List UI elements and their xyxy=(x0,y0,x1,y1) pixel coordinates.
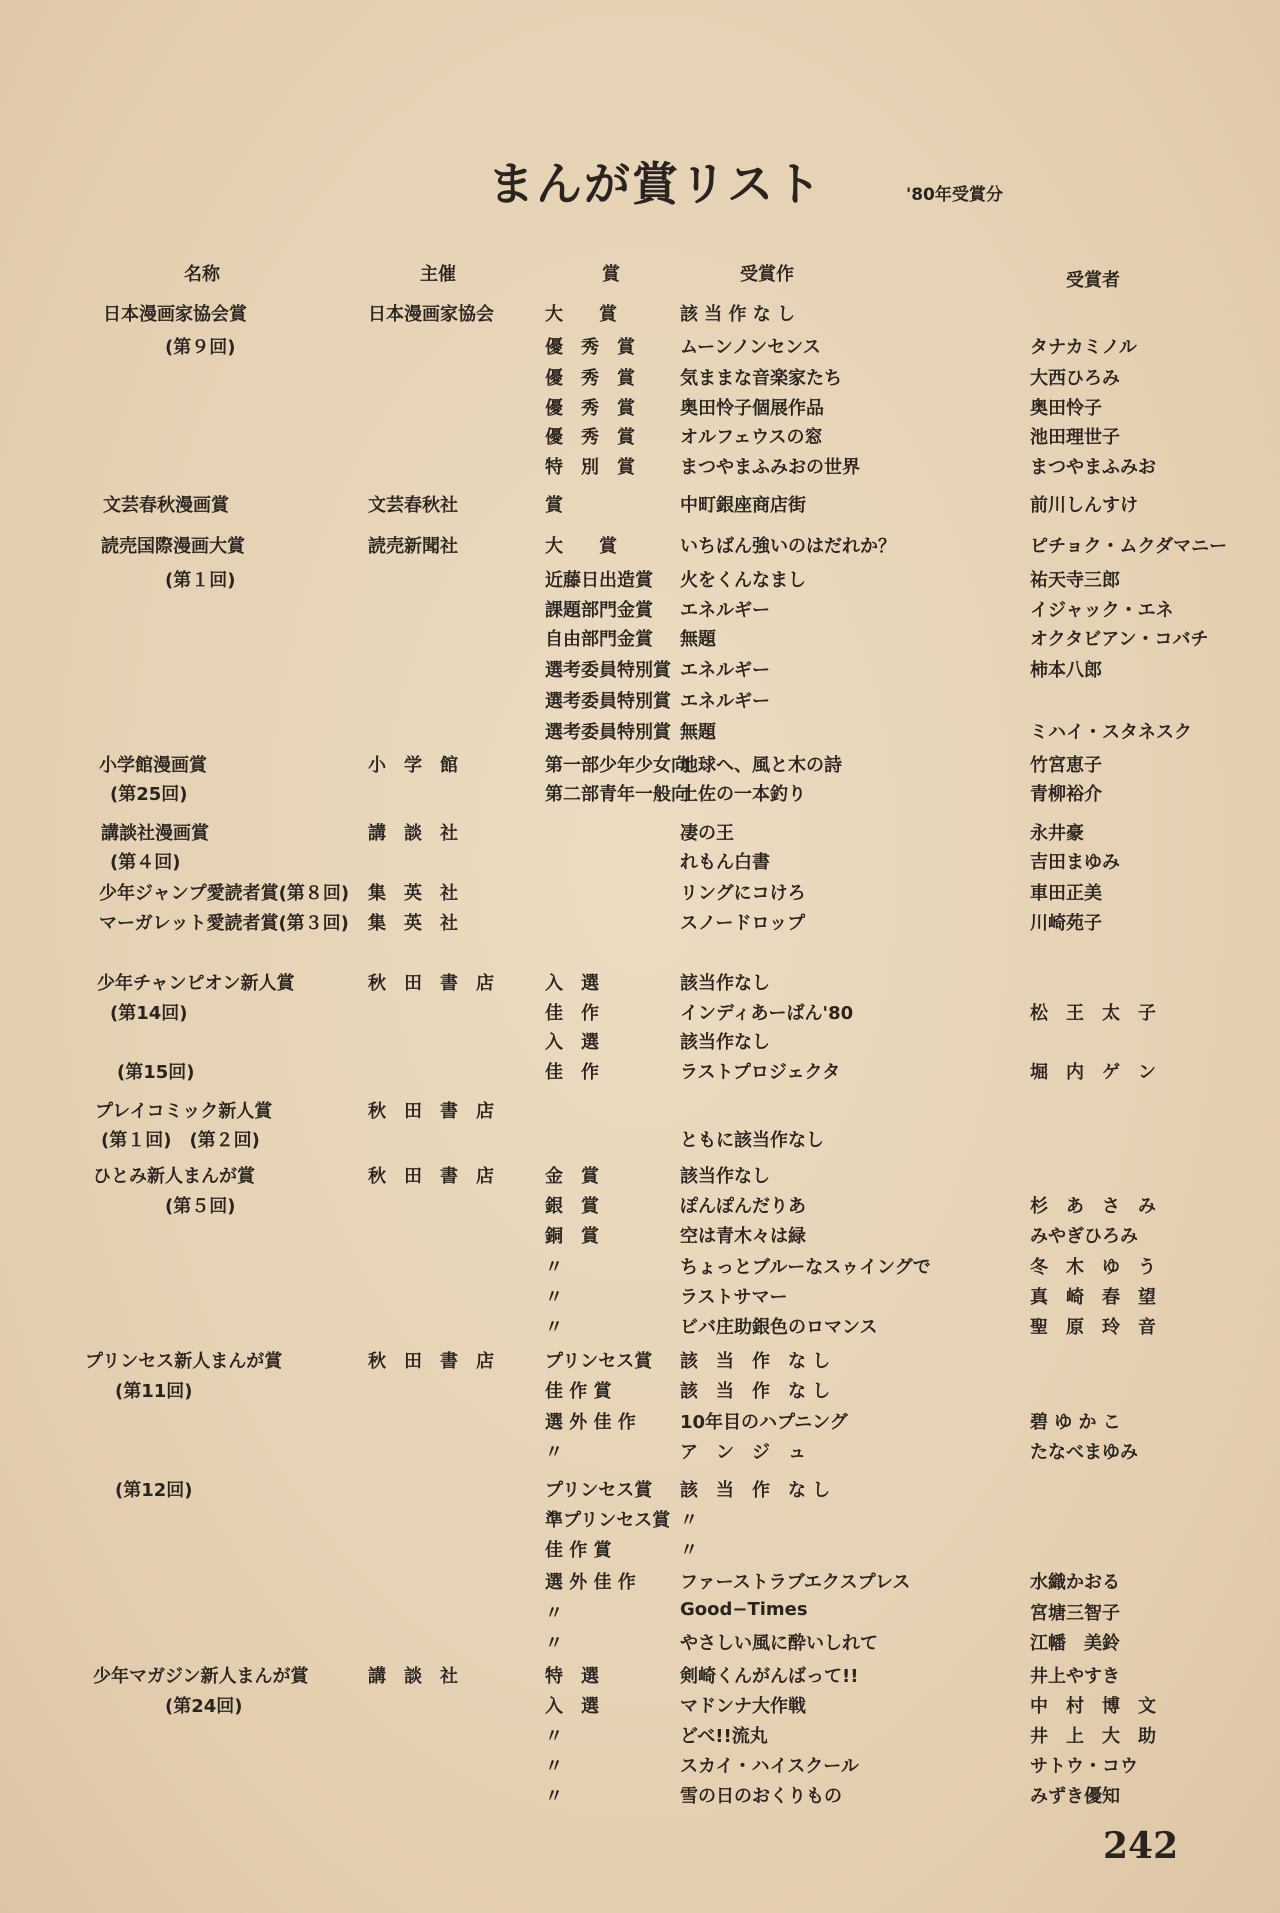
row-2-prize: 優 秀 賞 xyxy=(545,368,635,389)
row-18-name: 少年ジャンプ愛読者賞(第８回) xyxy=(99,883,350,904)
row-10-work: 無題 xyxy=(680,629,716,650)
row-0-work: 該 当 作 な し xyxy=(680,304,796,325)
row-41-winner: 江幡 美鈴 xyxy=(1030,1633,1120,1654)
row-6-organizer: 文芸春秋社 xyxy=(368,495,458,516)
page-number: 242 xyxy=(1103,1825,1179,1867)
header-work: 受賞作 xyxy=(740,264,794,285)
row-5-winner: まつやまふみお xyxy=(1030,457,1156,478)
row-43-winner: 中 村 博 文 xyxy=(1030,1696,1156,1717)
row-4-winner: 池田理世子 xyxy=(1030,427,1120,448)
row-3-prize: 優 秀 賞 xyxy=(545,398,635,419)
row-33-name: (第11回) xyxy=(115,1381,193,1402)
row-7-organizer: 読売新聞社 xyxy=(368,536,458,557)
row-45-winner: サトウ・コウ xyxy=(1030,1756,1138,1777)
row-40-work: Good−Times xyxy=(680,1599,808,1620)
row-1-prize: 優 秀 賞 xyxy=(545,337,635,358)
row-7-winner: ピチョク・ムクダマニー xyxy=(1030,536,1228,557)
page-title: まんが賞リスト xyxy=(488,157,824,211)
row-26-work: 該当作なし xyxy=(680,1166,770,1187)
row-41-prize: 〃 xyxy=(545,1633,563,1654)
row-28-prize: 銅 賞 xyxy=(545,1226,599,1247)
row-8-name: (第１回) xyxy=(165,570,236,591)
row-36-work: 該 当 作 な し xyxy=(680,1480,831,1501)
row-35-work: ア ン ジ ュ xyxy=(680,1442,806,1463)
row-20-prize: 入 選 xyxy=(545,973,599,994)
row-42-organizer: 講 談 社 xyxy=(368,1666,458,1687)
row-35-winner: たなべまゆみ xyxy=(1030,1442,1138,1463)
row-20-name: 少年チャンピオン新人賞 xyxy=(97,973,295,994)
row-46-work: 雪の日のおくりもの xyxy=(680,1786,842,1807)
row-20-organizer: 秋 田 書 店 xyxy=(368,973,494,994)
row-19-organizer: 集 英 社 xyxy=(368,913,458,934)
header-prize: 賞 xyxy=(602,264,620,285)
row-21-work: インディあーばん'80 xyxy=(680,1003,854,1024)
row-33-work: 該 当 作 な し xyxy=(680,1381,831,1402)
row-6-name: 文芸春秋漫画賞 xyxy=(103,495,229,516)
row-2-work: 気ままな音楽家たち xyxy=(680,368,842,389)
row-27-winner: 杉 あ さ み xyxy=(1030,1196,1156,1217)
row-40-prize: 〃 xyxy=(545,1603,563,1624)
row-44-prize: 〃 xyxy=(545,1726,563,1747)
row-26-prize: 金 賞 xyxy=(545,1166,599,1187)
row-30-prize: 〃 xyxy=(545,1287,563,1308)
row-45-prize: 〃 xyxy=(545,1756,563,1777)
row-1-name: (第９回) xyxy=(165,337,236,358)
row-12-work: エネルギー xyxy=(680,691,770,712)
row-6-winner: 前川しんすけ xyxy=(1030,495,1138,516)
row-40-winner: 宮塘三智子 xyxy=(1030,1603,1120,1624)
row-11-prize: 選考委員特別賞 xyxy=(545,660,671,681)
row-23-work: ラストプロジェクタ xyxy=(680,1062,841,1083)
row-15-name: (第25回) xyxy=(110,784,188,805)
row-10-prize: 自由部門金賞 xyxy=(545,629,653,650)
row-11-winner: 柿本八郎 xyxy=(1030,660,1102,681)
row-30-work: ラストサマー xyxy=(680,1287,788,1308)
row-16-work: 凄の王 xyxy=(680,823,734,844)
row-17-winner: 吉田まゆみ xyxy=(1030,852,1120,873)
row-13-work: 無題 xyxy=(680,722,716,743)
row-16-winner: 永井豪 xyxy=(1030,823,1084,844)
header-organizer: 主催 xyxy=(420,264,456,285)
row-41-work: やさしい風に酔いしれて xyxy=(680,1633,878,1654)
row-46-winner: みずき優知 xyxy=(1030,1786,1120,1807)
row-39-work: ファーストラブエクスプレス xyxy=(680,1572,911,1593)
row-21-prize: 佳 作 xyxy=(545,1003,599,1024)
row-38-work: 〃 xyxy=(680,1540,698,1561)
row-21-winner: 松 王 太 子 xyxy=(1030,1003,1156,1024)
row-0-name: 日本漫画家協会賞 xyxy=(103,304,247,325)
row-7-work: いちばん強いのはだれか？ xyxy=(680,536,896,557)
row-14-name: 小学館漫画賞 xyxy=(99,755,207,776)
row-34-work: 10年目のハプニング xyxy=(680,1412,848,1433)
row-20-work: 該当作なし xyxy=(680,973,770,994)
row-8-work: 火をくんなまし xyxy=(680,570,806,591)
row-12-prize: 選考委員特別賞 xyxy=(545,691,671,712)
row-27-work: ぽんぽんだりあ xyxy=(680,1196,806,1217)
row-14-prize: 第一部少年少女向 xyxy=(545,755,689,776)
row-19-name: マーガレット愛読者賞(第３回) xyxy=(99,913,349,934)
row-14-winner: 竹宮恵子 xyxy=(1030,755,1102,776)
row-17-work: れもん白書 xyxy=(680,852,770,873)
row-10-winner: オクタビアン・コバチ xyxy=(1030,629,1209,650)
row-25-work: ともに該当作なし xyxy=(680,1130,824,1151)
row-44-winner: 井 上 大 助 xyxy=(1030,1726,1156,1747)
row-6-prize: 賞 xyxy=(545,495,563,516)
row-27-name: (第５回) xyxy=(165,1196,236,1217)
row-35-prize: 〃 xyxy=(545,1442,563,1463)
row-37-work: 〃 xyxy=(680,1510,698,1531)
row-2-winner: 大西ひろみ xyxy=(1030,368,1120,389)
row-0-prize: 大 賞 xyxy=(545,304,617,325)
row-36-name: (第12回) xyxy=(115,1480,193,1501)
row-22-prize: 入 選 xyxy=(545,1032,599,1053)
row-4-prize: 優 秀 賞 xyxy=(545,427,635,448)
row-22-work: 該当作なし xyxy=(680,1032,770,1053)
row-19-work: スノードロップ xyxy=(680,913,806,934)
row-9-winner: イジャック・エネ xyxy=(1030,600,1174,621)
row-34-prize: 選 外 佳 作 xyxy=(545,1412,636,1433)
row-17-name: (第４回) xyxy=(110,852,181,873)
row-44-work: どべ!!流丸 xyxy=(680,1726,768,1747)
row-18-organizer: 集 英 社 xyxy=(368,883,458,904)
row-14-work: 地球へ、風と木の詩 xyxy=(680,755,842,776)
row-33-prize: 佳 作 賞 xyxy=(545,1381,612,1402)
row-32-name: プリンセス新人まんが賞 xyxy=(85,1351,283,1372)
row-32-organizer: 秋 田 書 店 xyxy=(368,1351,494,1372)
row-7-name: 読売国際漫画大賞 xyxy=(101,536,245,557)
row-14-organizer: 小 学 館 xyxy=(368,755,458,776)
row-15-winner: 青柳裕介 xyxy=(1030,784,1102,805)
row-27-prize: 銀 賞 xyxy=(545,1196,599,1217)
row-39-winner: 水織かおる xyxy=(1030,1572,1120,1593)
row-13-prize: 選考委員特別賞 xyxy=(545,722,671,743)
row-26-organizer: 秋 田 書 店 xyxy=(368,1166,494,1187)
row-23-name: (第15回) xyxy=(117,1062,195,1083)
row-29-prize: 〃 xyxy=(545,1257,563,1278)
row-15-prize: 第二部青年一般向 xyxy=(545,784,689,805)
row-38-prize: 佳 作 賞 xyxy=(545,1540,612,1561)
row-15-work: 土佐の一本釣り xyxy=(680,784,806,805)
row-8-winner: 祐天寺三郎 xyxy=(1030,570,1120,591)
row-29-winner: 冬 木 ゆ う xyxy=(1030,1257,1156,1278)
row-43-prize: 入 選 xyxy=(545,1696,599,1717)
row-39-prize: 選 外 佳 作 xyxy=(545,1572,636,1593)
row-31-winner: 聖 原 玲 音 xyxy=(1030,1317,1156,1338)
row-36-prize: プリンセス賞 xyxy=(545,1480,653,1501)
row-43-name: (第24回) xyxy=(165,1696,243,1717)
row-19-winner: 川崎苑子 xyxy=(1030,913,1102,934)
row-16-organizer: 講 談 社 xyxy=(368,823,458,844)
row-42-name: 少年マガジン新人まんが賞 xyxy=(93,1666,309,1687)
row-46-prize: 〃 xyxy=(545,1786,563,1807)
row-45-work: スカイ・ハイスクール xyxy=(680,1756,859,1777)
row-3-work: 奥田怜子個展作品 xyxy=(680,398,824,419)
row-9-work: エネルギー xyxy=(680,600,770,621)
row-23-prize: 佳 作 xyxy=(545,1062,599,1083)
row-34-winner: 碧 ゆ か こ xyxy=(1030,1412,1121,1433)
row-24-organizer: 秋 田 書 店 xyxy=(368,1101,494,1122)
row-37-prize: 準プリンセス賞 xyxy=(545,1510,671,1531)
row-31-work: ビバ庄助銀色のロマンス xyxy=(680,1317,878,1338)
row-4-work: オルフェウスの窓 xyxy=(680,427,823,448)
row-24-name: プレイコミック新人賞 xyxy=(95,1101,273,1122)
row-13-winner: ミハイ・スタネスク xyxy=(1030,722,1192,743)
row-28-winner: みやぎひろみ xyxy=(1030,1226,1138,1247)
row-18-winner: 車田正美 xyxy=(1030,883,1102,904)
row-28-work: 空は青木々は緑 xyxy=(680,1226,806,1247)
row-6-work: 中町銀座商店街 xyxy=(680,495,806,516)
row-7-prize: 大 賞 xyxy=(545,536,617,557)
row-23-winner: 堀 内 ゲ ン xyxy=(1030,1062,1156,1083)
page-subtitle: '80年受賞分 xyxy=(906,185,1003,205)
row-26-name: ひとみ新人まんが賞 xyxy=(93,1166,255,1187)
row-11-work: エネルギー xyxy=(680,660,770,681)
row-32-prize: プリンセス賞 xyxy=(545,1351,653,1372)
row-3-winner: 奥田怜子 xyxy=(1030,398,1102,419)
row-16-name: 講談社漫画賞 xyxy=(101,823,209,844)
row-30-winner: 真 崎 春 望 xyxy=(1030,1287,1156,1308)
row-32-work: 該 当 作 な し xyxy=(680,1351,831,1372)
row-1-work: ムーンノンセンス xyxy=(680,337,821,358)
header-winner: 受賞者 xyxy=(1066,270,1120,291)
row-18-work: リングにコけろ xyxy=(680,883,806,904)
row-8-prize: 近藤日出造賞 xyxy=(545,570,653,591)
row-29-work: ちょっとブルーなスゥイングで xyxy=(680,1257,931,1278)
row-43-work: マドンナ大作戦 xyxy=(680,1696,806,1717)
row-42-prize: 特 選 xyxy=(545,1666,599,1687)
row-42-winner: 井上やすき xyxy=(1030,1666,1120,1687)
row-31-prize: 〃 xyxy=(545,1317,563,1338)
row-9-prize: 課題部門金賞 xyxy=(545,600,653,621)
row-5-work: まつやまふみおの世界 xyxy=(680,457,860,478)
row-5-prize: 特 別 賞 xyxy=(545,457,635,478)
row-21-name: (第14回) xyxy=(110,1003,188,1024)
row-1-winner: タナカミノル xyxy=(1030,337,1137,358)
row-25-name: (第１回) (第２回) xyxy=(101,1130,260,1151)
row-0-organizer: 日本漫画家協会 xyxy=(368,304,494,325)
header-name: 名称 xyxy=(184,264,220,285)
row-42-work: 剣崎くんがんばって!! xyxy=(680,1666,859,1687)
